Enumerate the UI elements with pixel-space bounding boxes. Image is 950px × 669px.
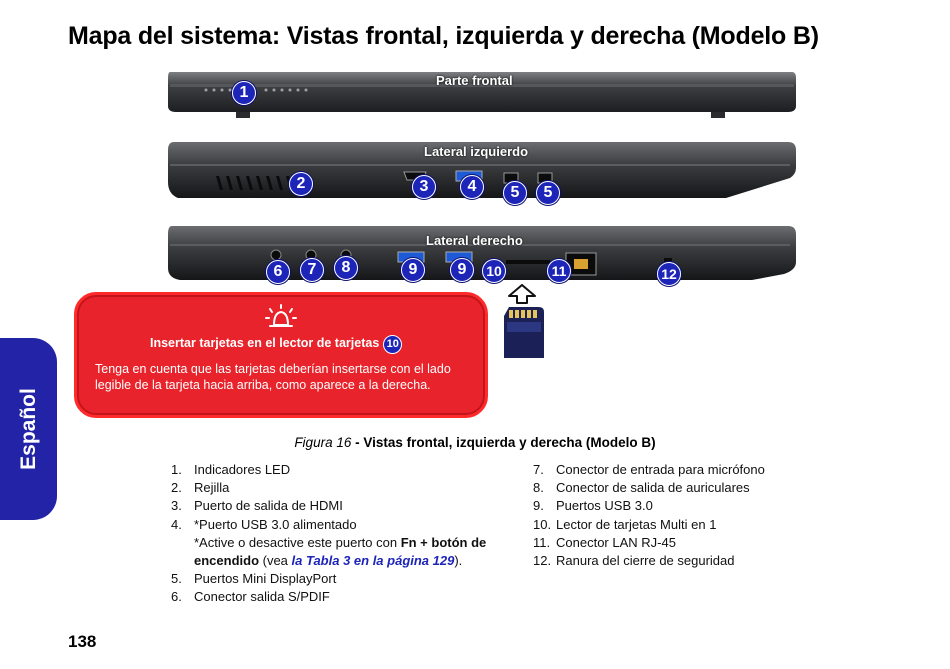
warning-body: Tenga en cuenta que las tarjetas deberían insertarse con el lado legible de la tarjeta hacia arriba, como aparece a la derecha.: [95, 362, 451, 392]
card-insertion-warning: [74, 292, 488, 418]
list-item: 11. Conector LAN RJ-45: [533, 534, 676, 550]
callout-4: 4: [460, 175, 484, 199]
page-title: Mapa del sistema: Vistas frontal, izquierda y derecha (Modelo B): [68, 22, 819, 50]
callout-5-b: 5: [536, 181, 560, 205]
list-item: 4. *Puerto USB 3.0 alimentado: [171, 516, 357, 532]
component-list-right: [533, 461, 765, 570]
callout-2: 2: [289, 172, 313, 196]
list-item: 10. Lector de tarjetas Multi en 1: [533, 516, 717, 532]
callout-9-a: 9: [401, 258, 425, 282]
callout-5-a: 5: [503, 181, 527, 205]
usb-note-line-1: *Active o desactive este puerto con Fn + botón de: [194, 534, 487, 550]
alert-bell-icon: [264, 303, 298, 331]
table-reference-link[interactable]: la Tabla 3 en la página 129: [291, 553, 455, 569]
component-list-left: [171, 461, 486, 607]
callout-8: 8: [334, 256, 358, 280]
callout-3: 3: [412, 175, 436, 199]
left-view: [166, 138, 798, 208]
callout-7: 7: [300, 258, 324, 282]
usb-note-line-2: encendido (vea la Tabla 3 en la página 129).: [194, 553, 463, 569]
list-item: 1. Indicadores LED: [171, 462, 291, 477]
sd-card-icon: [503, 306, 545, 360]
callout-10: 10: [482, 259, 506, 283]
language-tab: [0, 338, 57, 520]
callout-12: 12: [657, 262, 681, 286]
figure-caption: [0, 435, 950, 450]
callout-6: 6: [266, 260, 290, 284]
list-item: 12. Ranura del cierre de seguridad: [533, 553, 735, 569]
callout-1: 1: [232, 81, 256, 105]
figure-title: - Vistas frontal, izquierda y derecha (Modelo B): [351, 435, 656, 450]
right-view-image: [166, 222, 798, 288]
warning-heading-callout: 10: [383, 335, 402, 354]
warning-heading-text: Insertar tarjetas en el lector de tarjetas: [150, 336, 380, 350]
right-view-label: Lateral derecho: [426, 233, 523, 248]
callout-11: 11: [547, 259, 571, 283]
front-view-label: Parte frontal: [436, 73, 513, 88]
page-number: 138: [68, 632, 97, 651]
arrow-up-icon: [507, 284, 537, 304]
figure-number: Figura 16: [294, 435, 352, 450]
warning-heading: [150, 335, 402, 354]
list-item: 7. Conector de entrada para micrófono: [533, 462, 765, 477]
language-tab-label: Español: [16, 388, 40, 470]
list-item: 3. Puerto de salida de HDMI: [171, 498, 343, 514]
list-item: 9. Puertos USB 3.0: [533, 498, 653, 514]
callout-9-b: 9: [450, 258, 474, 282]
list-item: 6. Conector salida S/PDIF: [171, 589, 330, 605]
list-item: 5. Puertos Mini DisplayPort: [171, 571, 337, 587]
right-view: [166, 222, 798, 288]
left-view-label: Lateral izquierdo: [424, 144, 529, 159]
list-item: 8. Conector de salida de auriculares: [533, 480, 750, 496]
list-item: 2. Rejilla: [171, 480, 230, 496]
front-view: [166, 68, 798, 120]
